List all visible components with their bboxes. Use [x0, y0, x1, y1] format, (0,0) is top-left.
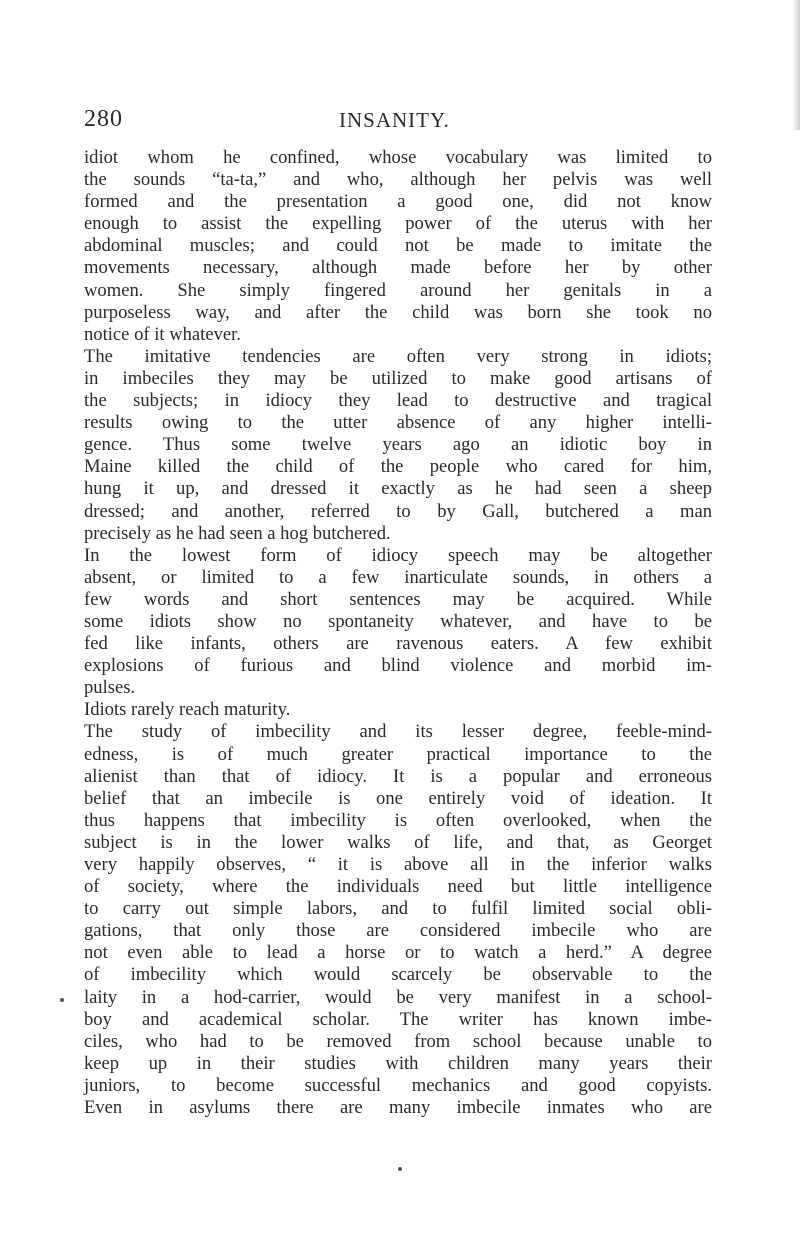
text-line: thus happens that imbecility is often overlooked, when the	[84, 809, 712, 831]
text-line: fed like infants, others are ravenous eaters. A few exhibit	[84, 633, 712, 655]
text-line: some idiots show no spontaneity whatever, and have to be	[84, 610, 712, 632]
text-line: results owing to the utter absence of any higher intelli-	[84, 412, 712, 434]
text-line: in imbeciles they may be utilized to make good artisans of	[84, 367, 712, 389]
text-line: few words and short sentences may be acquired. While	[84, 588, 712, 610]
text-line: enough to assist the expelling power of the uterus with her	[84, 213, 712, 235]
text-line: ciles, who had to be removed from school because unable to	[84, 1030, 712, 1052]
text-line: pulses.	[84, 677, 136, 699]
text-line: abdominal muscles; and could not be made to imitate the	[84, 235, 712, 257]
text-line: edness, is of much greater practical importance to the	[84, 743, 712, 765]
text-line: of society, where the individuals need but little intelligence	[84, 876, 712, 898]
text-line: precisely as he had seen a hog butchered.	[84, 522, 391, 544]
text-line: Idiots rarely reach maturity.	[84, 699, 291, 721]
text-line: The study of imbecility and its lesser degree, feeble-mind-	[84, 721, 712, 743]
text-line: women. She simply fingered around her genitals in a	[84, 279, 712, 301]
text-line: Even in asylums there are many imbecile inmates who are	[84, 1097, 712, 1119]
text-line: dressed; and another, referred to by Gall, butchered a man	[84, 500, 712, 522]
text-line: absent, or limited to a few inarticulate sounds, in others a	[84, 566, 712, 588]
text-line: boy and academical scholar. The writer has known imbe-	[84, 1008, 712, 1030]
text-line: to carry out simple labors, and to fulfil limited social obli-	[84, 898, 712, 920]
text-line: movements necessary, although made before her by other	[84, 257, 712, 279]
text-line: explosions of furious and blind violence and morbid im-	[84, 655, 712, 677]
page-edge-shadow	[792, 0, 800, 130]
text-line: very happily observes, “ it is above all in the inferior walks	[84, 854, 712, 875]
text-line: the subjects; in idiocy they lead to destructive and tragical	[84, 390, 712, 412]
print-speck	[398, 1167, 402, 1171]
page-header	[84, 106, 704, 136]
text-line: gence. Thus some twelve years ago an idiotic boy in	[84, 434, 712, 456]
text-line: hung it up, and dressed it exactly as he had seen a sheep	[84, 478, 712, 500]
text-line: of imbecility which would scarcely be observable to the	[84, 964, 712, 986]
text-line: In the lowest form of idiocy speech may be altogether	[84, 544, 712, 566]
text-line: formed and the presentation a good one, did not know	[84, 191, 712, 213]
page-number: 280	[84, 106, 123, 132]
text-line: purposeless way, and after the child was born she took no	[84, 301, 712, 323]
text-line: the sounds “ta-ta,” and who, although her pelvis was well	[84, 169, 712, 191]
text-line: subject is in the lower walks of life, and that, as Georget	[84, 831, 712, 853]
text-line: belief that an imbecile is one entirely void of ideation. It	[84, 787, 712, 809]
text-line: notice of it whatever.	[84, 323, 241, 345]
text-line: keep up in their studies with children many years their	[84, 1052, 712, 1074]
text-line: gations, that only those are considered imbecile who are	[84, 920, 712, 942]
text-line: Maine killed the child of the people who cared for him,	[84, 456, 712, 478]
body-text	[84, 147, 712, 1119]
text-line: alienist than that of idiocy. It is a popular and erroneous	[84, 765, 712, 787]
text-line: idiot whom he confined, whose vocabulary was limited to	[84, 147, 712, 168]
text-line: not even able to lead a horse or to watch a herd.” A degree	[84, 942, 712, 964]
print-speck	[60, 998, 64, 1002]
text-line: laity in a hod-carrier, would be very manifest in a school-	[84, 986, 712, 1008]
text-line: juniors, to become successful mechanics and good copyists.	[84, 1074, 712, 1096]
running-title: INSANITY.	[339, 108, 450, 132]
text-line: The imitative tendencies are often very strong in idiots;	[84, 345, 712, 367]
